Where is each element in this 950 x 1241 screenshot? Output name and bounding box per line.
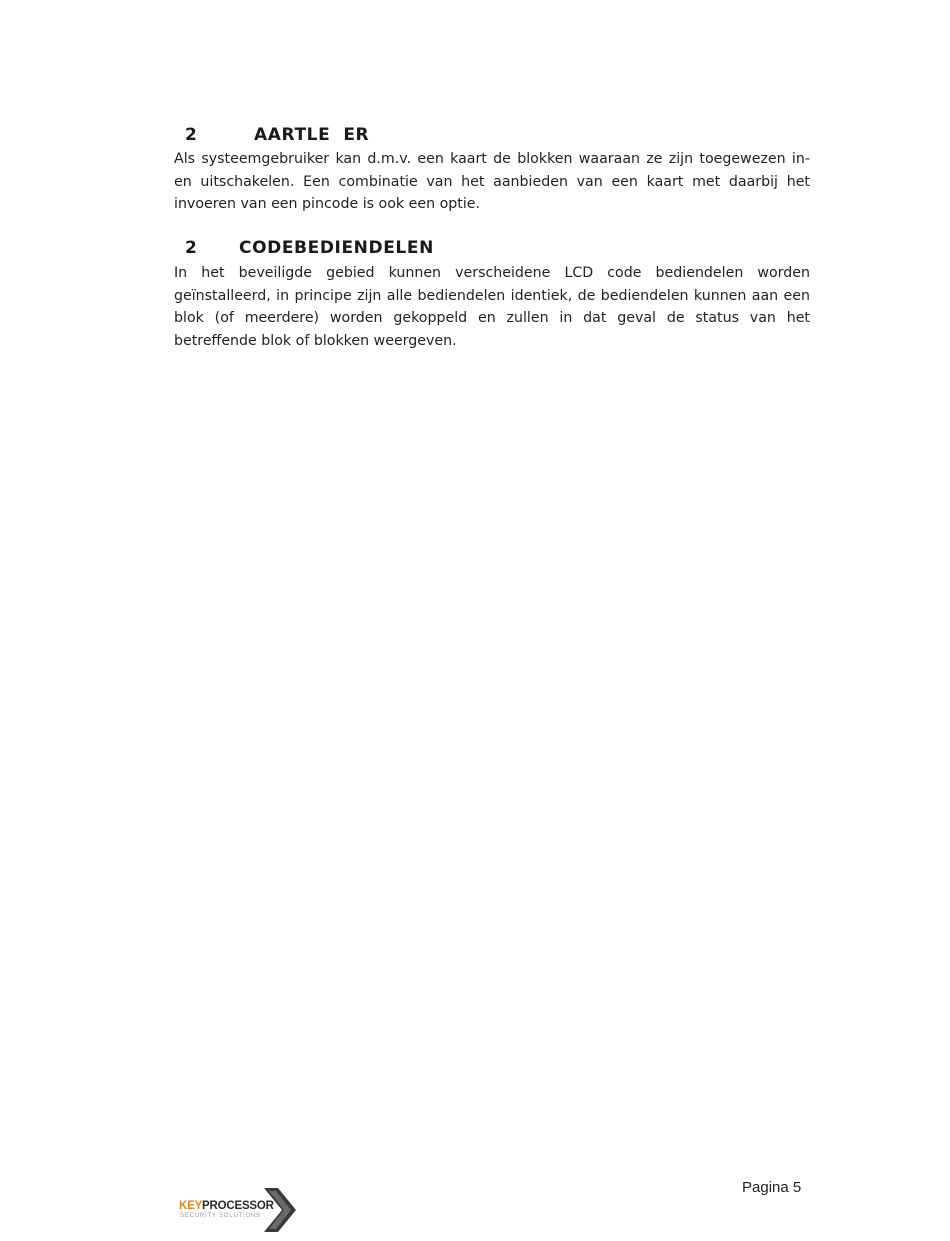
section-title: AARTLE ER — [254, 125, 370, 145]
logo-processor-text: PROCESSOR — [202, 1200, 274, 1212]
section-paragraph: In het beveiligde gebied kunnen verscheidene LCD code bediendelen worden geïnstalleerd, in principe zijn alle bediendelen identiek, de bediendelen kunnen aan een blok (of meerdere) worden gekoppeld en zullen in dat geval de status van het betreffende blok of blokken weergeven. — [174, 265, 810, 350]
section-codebediendelen — [174, 238, 810, 353]
section-number: 2 — [185, 238, 198, 258]
logo-tagline: SECURITY SOLUTIONS — [180, 1213, 261, 1219]
chevron-arrow-icon — [260, 1186, 300, 1234]
section-heading — [174, 125, 810, 147]
company-logo — [176, 1186, 304, 1234]
logo-key-text: KEY — [179, 1200, 203, 1212]
section-number: 2 — [185, 125, 198, 145]
section-kaartlezer — [174, 125, 810, 216]
section-heading — [174, 238, 810, 260]
section-title: CODEBEDIENDELEN — [239, 238, 434, 258]
section-paragraph: Als systeemgebruiker kan d.m.v. een kaart de blokken waaraan ze zijn toegewezen in- en uitschakelen. Een combinatie van het aanbieden van een kaart met daarbij het invoeren van een pincode is ook een optie. — [174, 151, 810, 213]
page-number: Pagina 5 — [742, 1179, 802, 1196]
